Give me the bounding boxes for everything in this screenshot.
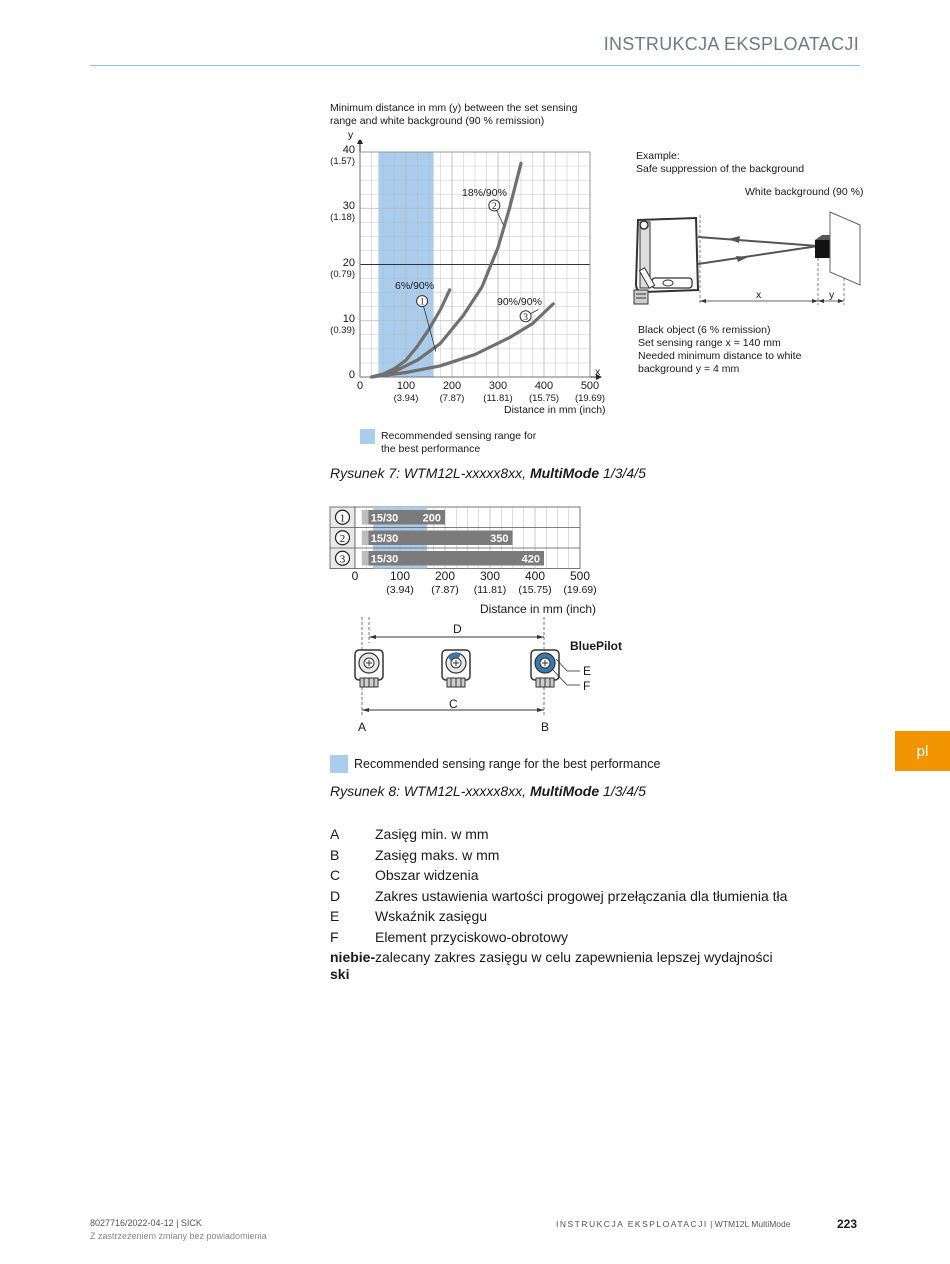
footer-note: Z zastrzeżeniem zmiany bez powiadomienia [90,1231,267,1241]
definition-key: F [330,929,339,945]
white-background-plate [830,212,860,285]
definition-value: zalecany zakres zasięgu w celu zapewnienia lepszej wydajności [375,949,773,965]
y-tick-sublabel: (0.39) [330,324,355,336]
x-tick-sublabel: (3.94) [386,584,414,596]
min-range-bar [362,510,369,525]
figure7-x-axis-label: Distance in mm (inch) [504,404,606,416]
x-tick-label: 300 [479,569,501,583]
header-divider [90,65,860,66]
footer-doc-type [556,1219,790,1229]
y-tick-label: 10 [342,312,355,325]
x-tick-label: 0 [356,380,364,392]
row-number: 1 [339,512,346,525]
y-tick-sublabel: (0.79) [330,268,355,280]
curve-label-6-90: 6%/90% [395,280,435,292]
figure8-x-axis-label: Distance in mm (inch) [480,602,597,616]
example-desc-line3: Needed minimum distance to white [638,350,802,362]
potentiometer-icon-max [531,650,559,687]
figure7-legend-line2: the best performance [381,443,481,455]
x-tick-sublabel: (3.94) [393,393,419,404]
definition-key: D [330,888,341,904]
sensor-icon [634,218,698,304]
language-tab-pl[interactable]: pl [895,731,950,771]
figure7-legend-line1: Recommended sensing range for [381,430,537,442]
y-tick-label: 0 [348,369,355,381]
marker-number-3: 3 [523,312,528,323]
bar-min-label: 15/30 [370,553,399,566]
footer-product: WTM12L MultiMode [714,1219,791,1229]
x-tick-label: 500 [569,569,591,583]
figure8-caption-bold: MultiMode [529,783,600,799]
example-title-line1: Example: [636,150,680,162]
x-tick-label: 100 [396,380,416,392]
x-tick-sublabel: (7.87) [431,584,459,596]
x-tick-sublabel: (19.69) [563,584,597,596]
example-title-line2: Safe suppression of the background [636,163,805,175]
definition-value: Zasięg maks. w mm [375,847,500,863]
bar-max-label: 200 [422,512,441,525]
x-tick-label: 200 [434,569,456,583]
definition-key: E [330,908,340,924]
definition-key: C [330,867,341,883]
label-B: B [541,720,550,734]
figure7-title [330,102,577,128]
figure8-legend-text: Recommended sensing range for the best performance [354,757,661,771]
definition-value: Wskaźnik zasięgu [375,908,488,924]
legend-swatch-recommended [360,429,375,444]
page-header-title: INSTRUKCJA EKSPLOATACJI [603,34,859,54]
white-background-label: White background (90 %) [745,186,864,198]
definition-key-line1: niebie- [330,949,376,965]
y-tick-label: 20 [342,256,355,269]
y-tick-label: 30 [342,200,355,213]
figure8-caption [330,783,646,799]
curve-label-18-90: 18%/90% [462,187,507,199]
min-range-bar [362,531,369,546]
footer-separator: | [707,1219,715,1229]
example-title [636,150,804,176]
bar-max-label: 350 [490,532,509,545]
x-tick-label: 0 [351,569,359,583]
figure7-title-line2: range and white background (90 % remission) [330,115,545,127]
y-tick-label: 40 [342,144,355,156]
example-desc-line2: Set sensing range x = 140 mm [638,337,781,349]
definition-value: Element przyciskowo-obrotowy [375,929,568,945]
marker-number-2: 2 [491,201,497,212]
marker-number-1: 1 [419,297,425,308]
figure8-caption-prefix: Rysunek 8: WTM12L-xxxxx8xx, [330,783,530,799]
definition-key: B [330,847,340,863]
bar-max-label: 420 [521,553,540,566]
footer-doc-id: 8027716/2022-04-12 | SICK [90,1218,202,1228]
figure8-legend-swatch [330,755,348,773]
example-desc-line1: Black object (6 % remission) [638,324,771,336]
bluepilot-label: BluePilot [570,639,623,653]
x-tick-label: 200 [442,380,462,392]
row-number: 2 [339,532,346,545]
bar-min-label: 15/30 [370,532,399,545]
y-tick-sublabel: (1.57) [330,156,355,167]
curve-label-90-90: 90%/90% [497,296,542,308]
x-tick-label: 400 [534,380,554,392]
x-axis-letter: x [595,366,601,378]
min-range-bar [362,551,369,566]
definition-value: Obszar widzenia [375,867,479,883]
figure7-title-line1: Minimum distance in mm (y) between the set sensing [330,102,578,114]
label-A: A [358,720,367,734]
x-tick-sublabel: (11.81) [483,393,513,404]
definition-value: Zasięg min. w mm [375,826,489,842]
bar-min-label: 15/30 [370,512,399,525]
row-number: 3 [339,553,346,566]
figure8-range-bars [325,503,590,575]
x-tick-label: 300 [488,380,508,392]
example-desc-line4: background y = 4 mm [638,363,740,375]
potentiometer-icon-min [355,650,383,687]
figure7-caption-bold: MultiMode [529,465,600,481]
x-tick-label: 400 [524,569,546,583]
x-tick-sublabel: (7.87) [439,393,465,404]
figure7-caption-suffix: 1/3/4/5 [599,465,646,481]
label-E: E [583,664,592,678]
example-x-label: x [756,289,762,301]
page-number: 223 [837,1217,858,1231]
label-F: F [583,679,591,693]
figure8-caption-suffix: 1/3/4/5 [599,783,646,799]
x-tick-sublabel: (15.75) [528,393,560,404]
x-tick-sublabel: (19.69) [574,393,606,404]
label-D: D [453,622,462,636]
footer-doc-type-text: INSTRUKCJA EKSPLOATACJI [556,1219,708,1229]
potentiometer-icon-mid [442,650,470,687]
definition-key-line2: ski [330,966,350,982]
definition-value: Zakres ustawienia wartości progowej przełączania dla tłumienia tła [375,888,788,904]
y-axis-letter: y [348,129,354,141]
x-tick-sublabel: (15.75) [518,584,552,596]
figure7-caption-prefix: Rysunek 7: WTM12L-xxxxx8xx, [330,465,530,481]
x-tick-sublabel: (11.81) [473,584,507,596]
figure7-caption [330,465,646,481]
label-C: C [449,697,458,711]
x-tick-label: 100 [389,569,411,583]
example-y-label: y [829,289,835,301]
x-tick-label: 500 [580,380,600,392]
example-description [638,324,801,376]
definition-key: A [330,826,340,842]
figure8-device-diagram [345,615,600,740]
y-tick-sublabel: (1.18) [330,212,355,224]
definition-key [330,949,375,983]
figure7-legend-text [381,430,536,456]
y-axis-arrow [357,140,363,144]
